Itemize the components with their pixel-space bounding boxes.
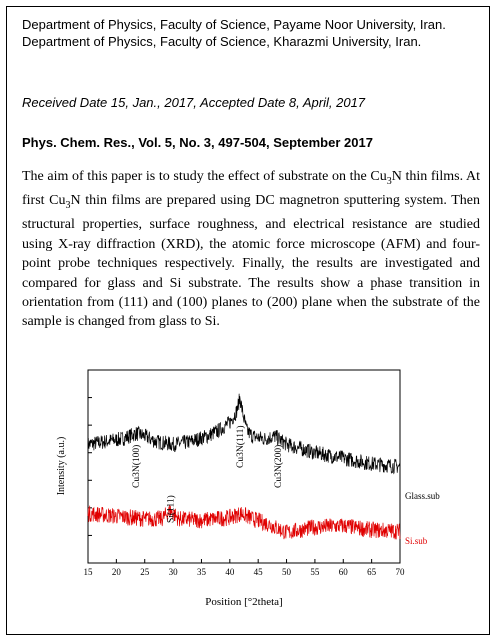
peak-annotation: Si(111) — [166, 495, 177, 523]
x-tick-label: 30 — [168, 567, 178, 577]
x-tick-label: 45 — [253, 567, 263, 577]
xrd-figure — [50, 368, 440, 618]
x-tick-label: 50 — [282, 567, 292, 577]
abstract-sub-2: 3 — [65, 200, 71, 211]
x-tick-label: 15 — [83, 567, 93, 577]
x-tick-label: 65 — [367, 567, 377, 577]
legend-si: Si.sub — [405, 536, 428, 546]
abstract — [22, 167, 480, 332]
x-tick-label: 35 — [196, 567, 206, 577]
x-axis-ticks — [84, 559, 406, 577]
x-tick-label: 70 — [395, 567, 405, 577]
received-dates: Received Date 15, Jan., 2017, Accepted Date 8, April, 2017 — [22, 95, 366, 110]
x-tick-label: 40 — [225, 567, 235, 577]
x-tick-label: 20 — [111, 567, 121, 577]
abstract-text-2: N thin films. At first Cu — [22, 169, 480, 209]
x-tick-label: 55 — [310, 567, 320, 577]
abstract-text-3: N thin films are prepared using DC magnetron sputtering system. Then structural properties, surface roughness, and electrical resistance are studied using X-ray diffraction (XRD), the atomic force microscope (AFM) and four-point probe techniques respectively. Finally, the results are investigated and compared for glass and Si substrate. The results show a phase transition in orientation from (111) and (100) planes to (200) plane when the substrate of the sample is changed from glass to Si. — [22, 193, 480, 330]
peak-annotation: Cu3N(200) — [274, 444, 285, 488]
affiliation: Department of Physics, Faculty of Science, Payame Noor University, Iran. Department of Physics, Faculty of Science, Kharazmi University, Iran. — [22, 17, 446, 49]
peak-annotation: Cu3N(100) — [132, 444, 143, 488]
x-tick-label: 60 — [338, 567, 348, 577]
x-tick-label: 25 — [140, 567, 150, 577]
abstract-sub-1: 3 — [386, 175, 392, 187]
legend-glass: Glass.sub — [405, 491, 440, 501]
x-axis-label: Position [°2theta] — [205, 596, 283, 608]
xrd-chart — [50, 368, 440, 618]
abstract-text-1: The aim of this paper is to study the effect of substrate on the Cu — [22, 169, 387, 184]
peak-annotation: Cu3N(111) — [236, 425, 247, 468]
series-line-si — [88, 505, 400, 539]
y-axis-label: Intensity (a.u.) — [56, 436, 67, 496]
journal-reference: Phys. Chem. Res., Vol. 5, No. 3, 497-504, September 2017 — [22, 135, 373, 150]
